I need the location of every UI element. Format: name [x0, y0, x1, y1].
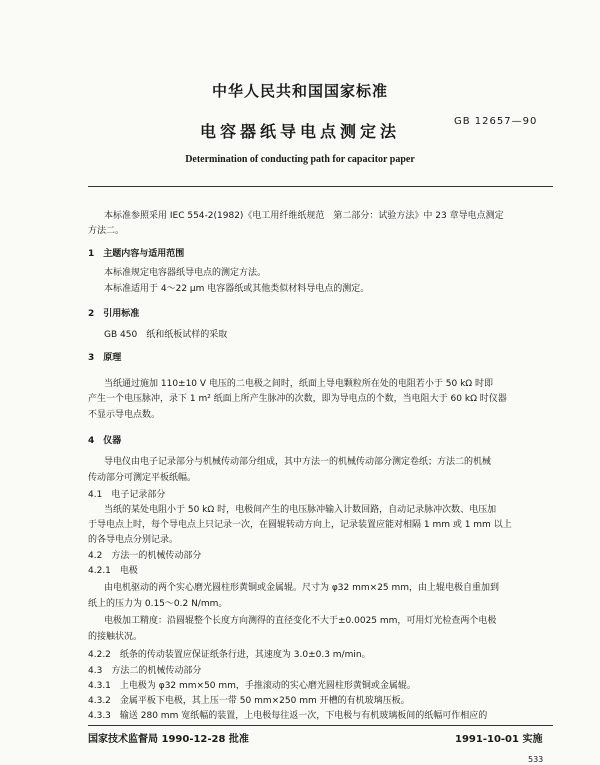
section-4-1-line-1: 当纸的某处电阻小于 50 kΩ 时，电极间产生的电压脉冲输入计数回路，自动记录脉冲次数、电压加: [104, 505, 497, 515]
effective-date: 1991-10-01 实施: [455, 734, 543, 745]
section-3-line-2: 产生一个电压脉冲，录下 1 m² 纸面上所产生脉冲的次数，即为导电点的个数，当电阻大于 60 kΩ 时仪器: [88, 394, 507, 404]
section-1-heading: 1 主题内容与适用范围: [88, 249, 185, 259]
section-2-heading: 2 引用标准: [88, 309, 140, 319]
section-4-3-1-line-1: 4.3.1 上电极为 φ32 mm×50 mm，手推滚动的实心磨光圆柱形黄铜或金属辊。: [88, 681, 416, 691]
section-2-line-1: GB 450 纸和纸板试样的采取: [104, 330, 228, 340]
section-4-2-heading: 4.2 方法一的机械传动部分: [88, 551, 202, 561]
section-4-line-2: 传动部分可测定平板纸幅。: [88, 473, 197, 483]
section-4-1-heading: 4.1 电子记录部分: [88, 490, 166, 500]
document-title: 电容器纸导电点测定法: [199, 122, 400, 141]
section-4-line-1: 导电仪由电子记录部分与机械传动部分组成，其中方法一的机械传动部分测定卷纸；方法二的机械: [104, 457, 492, 467]
section-4-2-1-line-1: 由电机驱动的两个实心磨光圆柱形黄铜或金属辊。尺寸为 φ32 mm×25 mm，由上辊电极自重加到: [104, 583, 500, 593]
standard-title: 中华人民共和国国家标准: [211, 82, 388, 100]
footer-divider: [88, 725, 553, 726]
section-1-line-2: 本标准适用于 4～22 μm 电容器纸或其他类似材料导电点的测定。: [104, 284, 370, 294]
section-3-line-3: 不显示导电点数。: [88, 410, 161, 420]
page-number: 533: [528, 755, 544, 764]
english-title: Determination of conducting path for capacitor paper: [185, 154, 415, 165]
section-4-2-1-line-4: 的接触状况。: [88, 632, 143, 642]
section-3-line-1: 当纸通过施加 110±10 V 电压的二电极之间时，纸面上导电颗粒所在处的电阻若小于 50 kΩ 时即: [104, 379, 494, 389]
section-4-3-3-line-1: 4.3.3 输送 280 mm 宽纸幅的装置，上电极每往返一次，下电极与有机玻璃板间的纸幅可作相应的: [88, 711, 488, 721]
section-4-2-1-heading: 4.2.1 电极: [88, 566, 138, 576]
section-4-2-2-line-1: 4.2.2 纸条的传动装置应保证纸条行进，其速度为 3.0±0.3 m/min。: [88, 650, 371, 660]
intro-line-2: 方法二。: [88, 226, 125, 236]
section-4-2-1-line-3: 电极加工精度：沿圆辊整个长度方向测得的直径变化不大于±0.0025 mm，可用灯光检查两个电极: [104, 616, 497, 626]
section-4-2-1-line-2: 纸上的压力为 0.15～0.2 N/mm。: [88, 599, 228, 609]
section-4-1-line-2: 于导电点上时，每个导电点上只记录一次，在圆辊转动方向上，记录装置应能对相隔 1 mm 或 1 mm 以上: [88, 520, 512, 530]
section-4-3-heading: 4.3 方法二的机械传动部分: [88, 666, 202, 676]
section-1-line-1: 本标准规定电容器纸导电点的测定方法。: [104, 268, 267, 278]
intro-line-1: 本标准参照采用 IEC 554-2(1982)《电工用纤维纸规范 第二部分：试验方法》中 23 章导电点测定: [104, 211, 504, 221]
section-4-heading: 4 仪器: [88, 436, 122, 446]
approval-date: 国家技术监督局 1990-12-28 批准: [88, 734, 249, 745]
section-3-heading: 3 原理: [88, 353, 122, 363]
section-4-1-line-3: 的各导电点分别记录。: [88, 535, 179, 545]
section-4-3-2-line-1: 4.3.2 金属平板下电极，其上压一带 50 mm×250 mm 开槽的有机玻璃压板。: [88, 696, 410, 706]
gb-standard-code: GB 12657—90: [454, 116, 538, 127]
header-divider: [88, 186, 553, 187]
